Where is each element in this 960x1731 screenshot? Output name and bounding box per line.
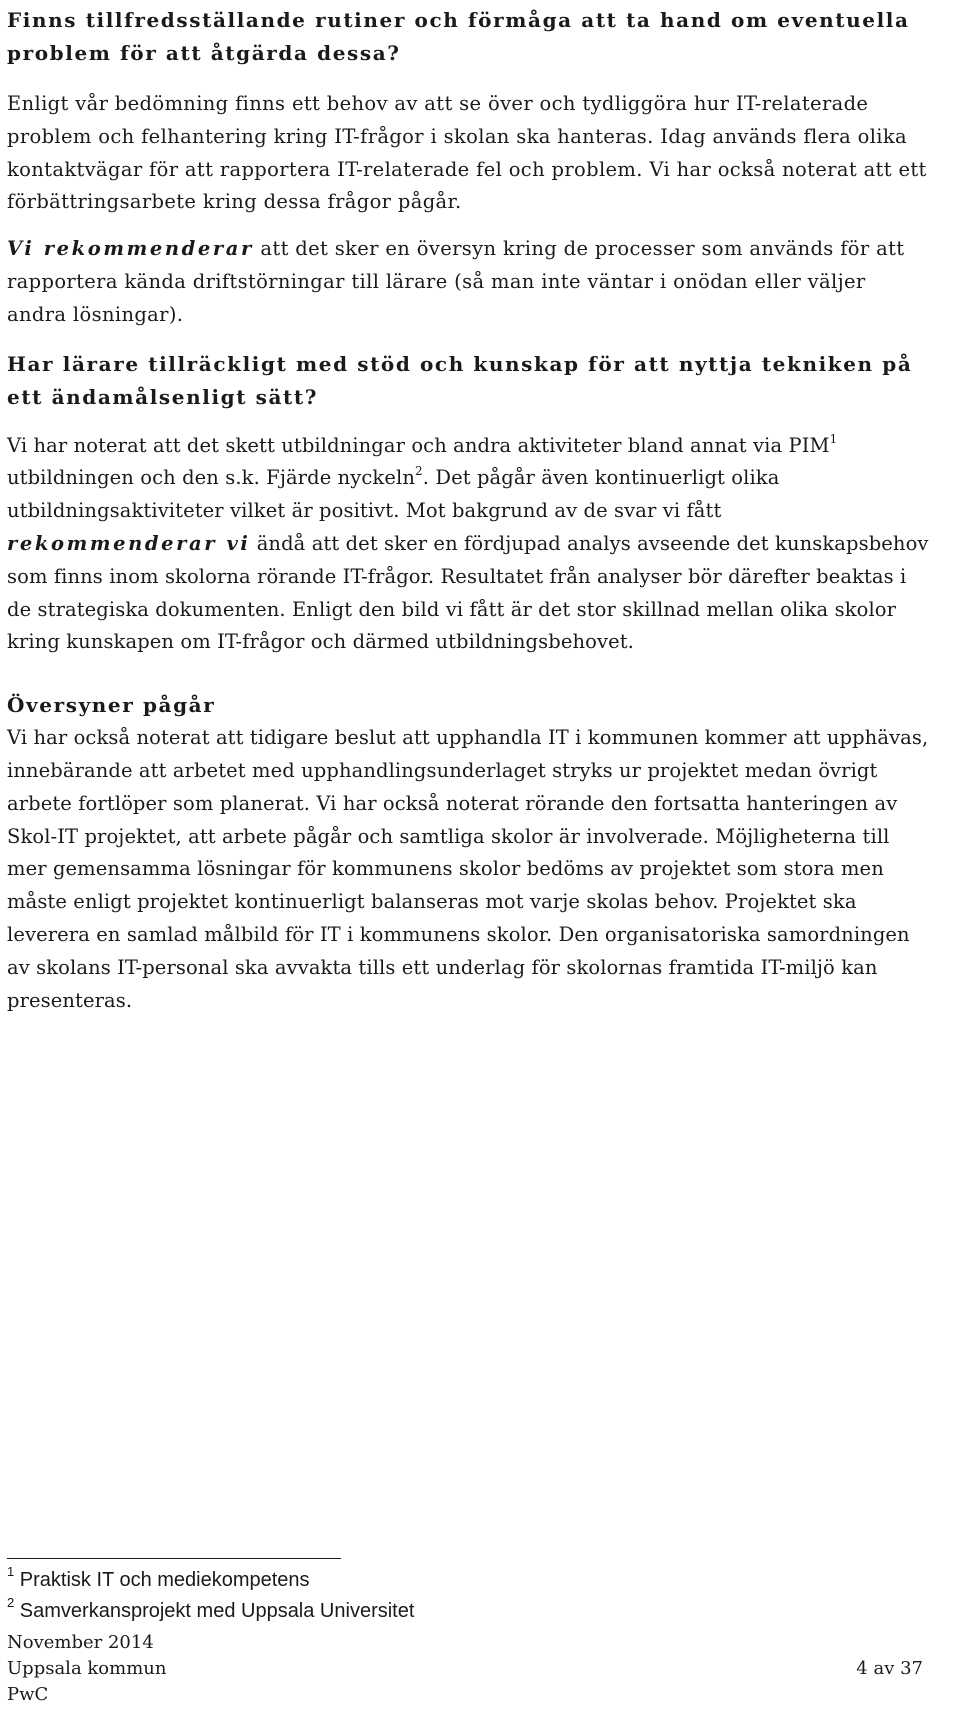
- footnote-divider: [7, 1558, 341, 1559]
- paragraph-reviews: Vi har också noterat att tidigare beslut att upphandla IT i kommunen kommer att upphävas, innebärande att arbetet med upphandlingsunderlaget stryks ur projektet medan övrigt arbete fortlöper som planerat. Vi har också noterat rörande den fortsatta hanteringen av Skol-IT projektet, att arbete pågår och samtliga skolor är involverade. Möjligheterna till mer gemensamma lösningar för kommunens skolor bedöms av projektet som stora men måste enligt projektet kontinuerligt balanseras mot varje skolas behov. Projektet ska leverera en samlad målbild för IT i kommunens skolor. Den organisatoriska samordningen av skolans IT-personal ska avvakta tills ett underlag för skolornas framtida IT-miljö kan presenteras.: [7, 726, 929, 1012]
- paragraph-assessment: Enligt vår bedömning finns ett behov av att se över och tydliggöra hur IT-relaterade problem och felhantering kring IT-frågor i skolan ska hanteras. Idag används flera olika kontaktvägar för att rapportera IT-relaterade fel och problem. Vi har också noterat att ett förbättringsarbete kring dessa frågor pågår.: [7, 92, 927, 214]
- footer-date-row: [7, 1630, 923, 1656]
- training-text-3: . Det pågår även kontinuerligt olika utbildningsaktiviteter vilket är positivt. Mot bakgrund av de svar vi fått: [7, 466, 780, 523]
- footnotes: [7, 1565, 414, 1627]
- section-heading-teacher-support: Har lärare tillräckligt med stöd och kunskap för att nyttja tekniken på ett ändamålsenligt sätt?: [7, 351, 913, 409]
- footnote-ref-2: 2: [414, 464, 423, 479]
- training-text-4: ändå att det sker en fördjupad analys avseende det kunskapsbehov som finns inom skolorna rörande IT-frågor. Resultatet från analyser bör därefter beaktas i de strategiska dokumenten. Enligt den bild vi fått är det stor skillnad mellan olika skolor kring kunskapen om IT-frågor och därmed utbildningsbehovet.: [7, 531, 929, 654]
- page-number: 4 av 37: [856, 1658, 923, 1679]
- footnote-number: 1: [7, 1564, 15, 1579]
- training-emphasis: rekommenderar vi: [7, 531, 251, 555]
- footnote-text: Praktisk IT och mediekompetens: [19, 1569, 310, 1591]
- section-heading-problem-handling: Finns tillfredsställande rutiner och förmåga att ta hand om eventuella problem för att åtgärda dessa?: [7, 8, 910, 65]
- footer-author-row: [7, 1682, 923, 1708]
- footnote-text: Samverkansprojekt med Uppsala Universitet: [19, 1600, 415, 1622]
- training-text-2: utbildningen och den s.k. Fjärde nyckeln: [7, 466, 415, 490]
- section-heading-reviews: Översyner pågår: [7, 693, 216, 718]
- footer-organization: Uppsala kommun: [7, 1658, 167, 1679]
- main-content: [7, 4, 929, 1017]
- paragraph-training: [7, 430, 929, 660]
- training-text-1: Vi har noterat att det skett utbildningar och andra aktiviteter bland annat via PIM: [7, 433, 830, 457]
- recommendation-emphasis: Vi rekommenderar: [7, 237, 254, 261]
- footnote-1: [7, 1565, 414, 1596]
- footer-date: November 2014: [7, 1632, 154, 1653]
- footnote-2: [7, 1596, 414, 1627]
- footer-author: PwC: [7, 1684, 49, 1705]
- footer-org-row: [7, 1656, 923, 1682]
- recommendation-text: att det sker en översyn kring de processer som används för att rapportera kända driftstörningar till lärare (så man inte väntar i onödan eller väljer andra lösningar).: [7, 237, 905, 326]
- footnote-ref-1: 1: [829, 431, 838, 446]
- page-footer: [7, 1630, 923, 1708]
- footnote-number: 2: [7, 1595, 15, 1610]
- paragraph-recommendation: [7, 233, 929, 331]
